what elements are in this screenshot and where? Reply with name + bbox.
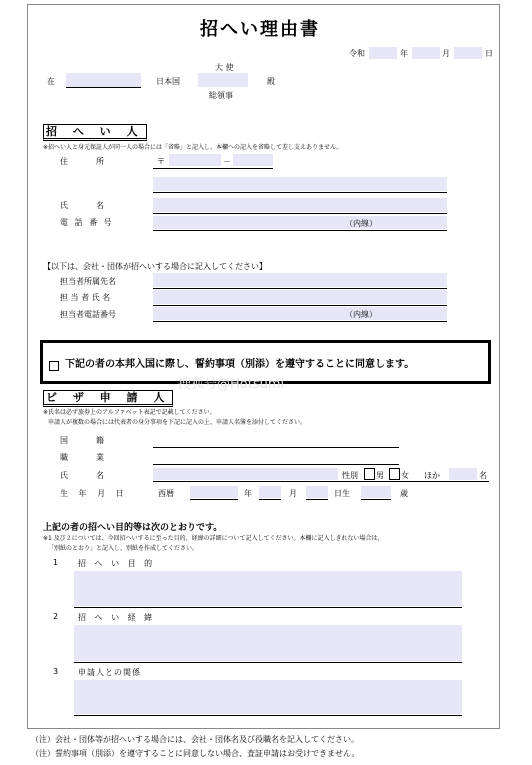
female-checkbox[interactable]	[389, 468, 400, 480]
purpose-note-1: ※1 及び２については、今回招へいするに至った目的、経緯の詳細について記入してください。本欄に記入しきれない場合は、	[43, 535, 384, 542]
company-person-label: 担 当 者 氏 名	[60, 293, 111, 302]
applicant-heading: ビ ザ 申 請 人	[43, 390, 173, 407]
age-label: 歳	[400, 489, 408, 498]
postal-mark: 〒	[157, 157, 165, 166]
birth-year-field[interactable]	[190, 486, 238, 498]
form-page	[27, 4, 500, 729]
company-dept-field[interactable]	[153, 273, 447, 287]
date-year-field[interactable]	[369, 47, 397, 59]
age-field[interactable]	[361, 486, 391, 498]
inviter-address-field[interactable]	[153, 177, 447, 191]
watermark: 搜狐号@Hotsumi	[178, 377, 285, 392]
purpose-item-3-label: 申請人との関係	[78, 668, 141, 677]
footnote-2: （注）誓約事項（別添）を遵守することに同意しない場合、査証申請はお受けできません。	[31, 749, 360, 758]
inviter-name-field[interactable]	[153, 198, 447, 212]
persons-label: 名	[479, 471, 487, 480]
date-era: 令和	[349, 49, 365, 58]
others-label: ほか	[424, 471, 440, 480]
honorific-label: 殿	[267, 77, 275, 86]
company-person-field[interactable]	[153, 290, 447, 304]
applicant-name-field[interactable]	[153, 468, 338, 480]
at-label: 在	[47, 77, 55, 86]
inviter-address-label: 住 所	[60, 157, 108, 166]
male-label: 男	[376, 471, 384, 480]
date-month-label: 月	[442, 49, 450, 58]
japan-label: 日本国	[156, 77, 180, 86]
company-phone-label: 担当者電話番号	[60, 310, 116, 319]
occupation-field[interactable]	[153, 450, 399, 463]
inviter-extension-label: （内線）	[345, 219, 377, 228]
ambassador-label: 大 使	[215, 63, 234, 72]
purpose-item-2-num: 2	[53, 612, 59, 621]
company-phone-field[interactable]	[153, 307, 447, 320]
applicant-note-2: 申請人が複数の場合には代表者の身分事項を下記に記入の上、申請人名簿を添付してください。	[48, 419, 307, 426]
others-count-field[interactable]	[449, 468, 477, 480]
male-checkbox[interactable]	[364, 468, 375, 480]
purpose-item-3-num: 3	[53, 667, 59, 676]
purpose-item-1-label: 招 へ い 目 的	[78, 559, 156, 568]
postal-code-field-2[interactable]	[233, 154, 273, 166]
purpose-heading: 上記の者の招へい目的等は次のとおりです。	[43, 523, 223, 533]
purpose-field[interactable]	[74, 571, 462, 606]
inviter-note: ※招へい人と身元保証人が同一人の場合には「省略」と記入し、本欄への記入を省略して差し支えありません。	[43, 144, 343, 151]
birth-day-label: 日生	[334, 489, 350, 498]
purpose-item-1-num: 1	[53, 558, 59, 567]
applicant-note-1: ※氏名は必ず旅券上のアルファベット表記で記載してください。	[43, 409, 216, 416]
footnote-1: （注）会社・団体等が招へいする場合には、会社・団体名及び役職名を記入してください。	[31, 735, 359, 744]
birth-month-field[interactable]	[259, 486, 281, 498]
background-field[interactable]	[74, 625, 462, 661]
date-day-label: 日	[485, 49, 493, 58]
purpose-note-2: 「別紙のとおり」と記入し、別紙を作成してください。	[48, 545, 199, 552]
seireki-label: 西暦	[158, 489, 174, 498]
postal-code-field-1[interactable]	[169, 154, 221, 166]
female-label: 女	[401, 471, 409, 480]
mission-field[interactable]	[198, 73, 248, 87]
occupation-label: 職 業	[60, 453, 108, 462]
inviter-phone-label: 電 話 番 号	[60, 218, 114, 227]
inviter-heading: 招 へ い 人	[43, 124, 147, 141]
date-day-field[interactable]	[454, 47, 482, 59]
consul-general-label: 総領事	[209, 91, 233, 100]
date-month-field[interactable]	[412, 47, 440, 59]
postal-dash: －	[223, 157, 231, 166]
nationality-field[interactable]	[153, 433, 399, 446]
page-title: 招へい理由書	[200, 19, 320, 40]
relationship-field[interactable]	[74, 680, 462, 714]
birth-month-label: 月	[289, 489, 297, 498]
inviter-name-label: 氏 名	[60, 201, 108, 210]
inviter-phone-field[interactable]	[153, 216, 447, 229]
nationality-label: 国 籍	[60, 436, 108, 445]
company-extension-label: （内線）	[345, 310, 377, 319]
purpose-item-2-label: 招 へ い 経 緯	[78, 613, 156, 622]
company-dept-label: 担当者所属先名	[60, 277, 116, 286]
birth-label: 生 年 月 日	[60, 489, 128, 498]
applicant-name-label: 氏 名	[60, 471, 108, 480]
consent-checkbox[interactable]	[49, 361, 59, 371]
date-year-label: 年	[400, 49, 408, 58]
sex-label: 性別	[342, 471, 358, 480]
location-field[interactable]	[66, 73, 141, 87]
company-heading: 【以下は、会社・団体が招へいする場合に記入してください】	[43, 262, 267, 271]
birth-year-label: 年	[244, 489, 252, 498]
birth-day-field[interactable]	[306, 486, 328, 498]
consent-text: 下記の者の本邦入国に際し、誓約事項（別添）を遵守することに同意します。	[65, 359, 415, 370]
